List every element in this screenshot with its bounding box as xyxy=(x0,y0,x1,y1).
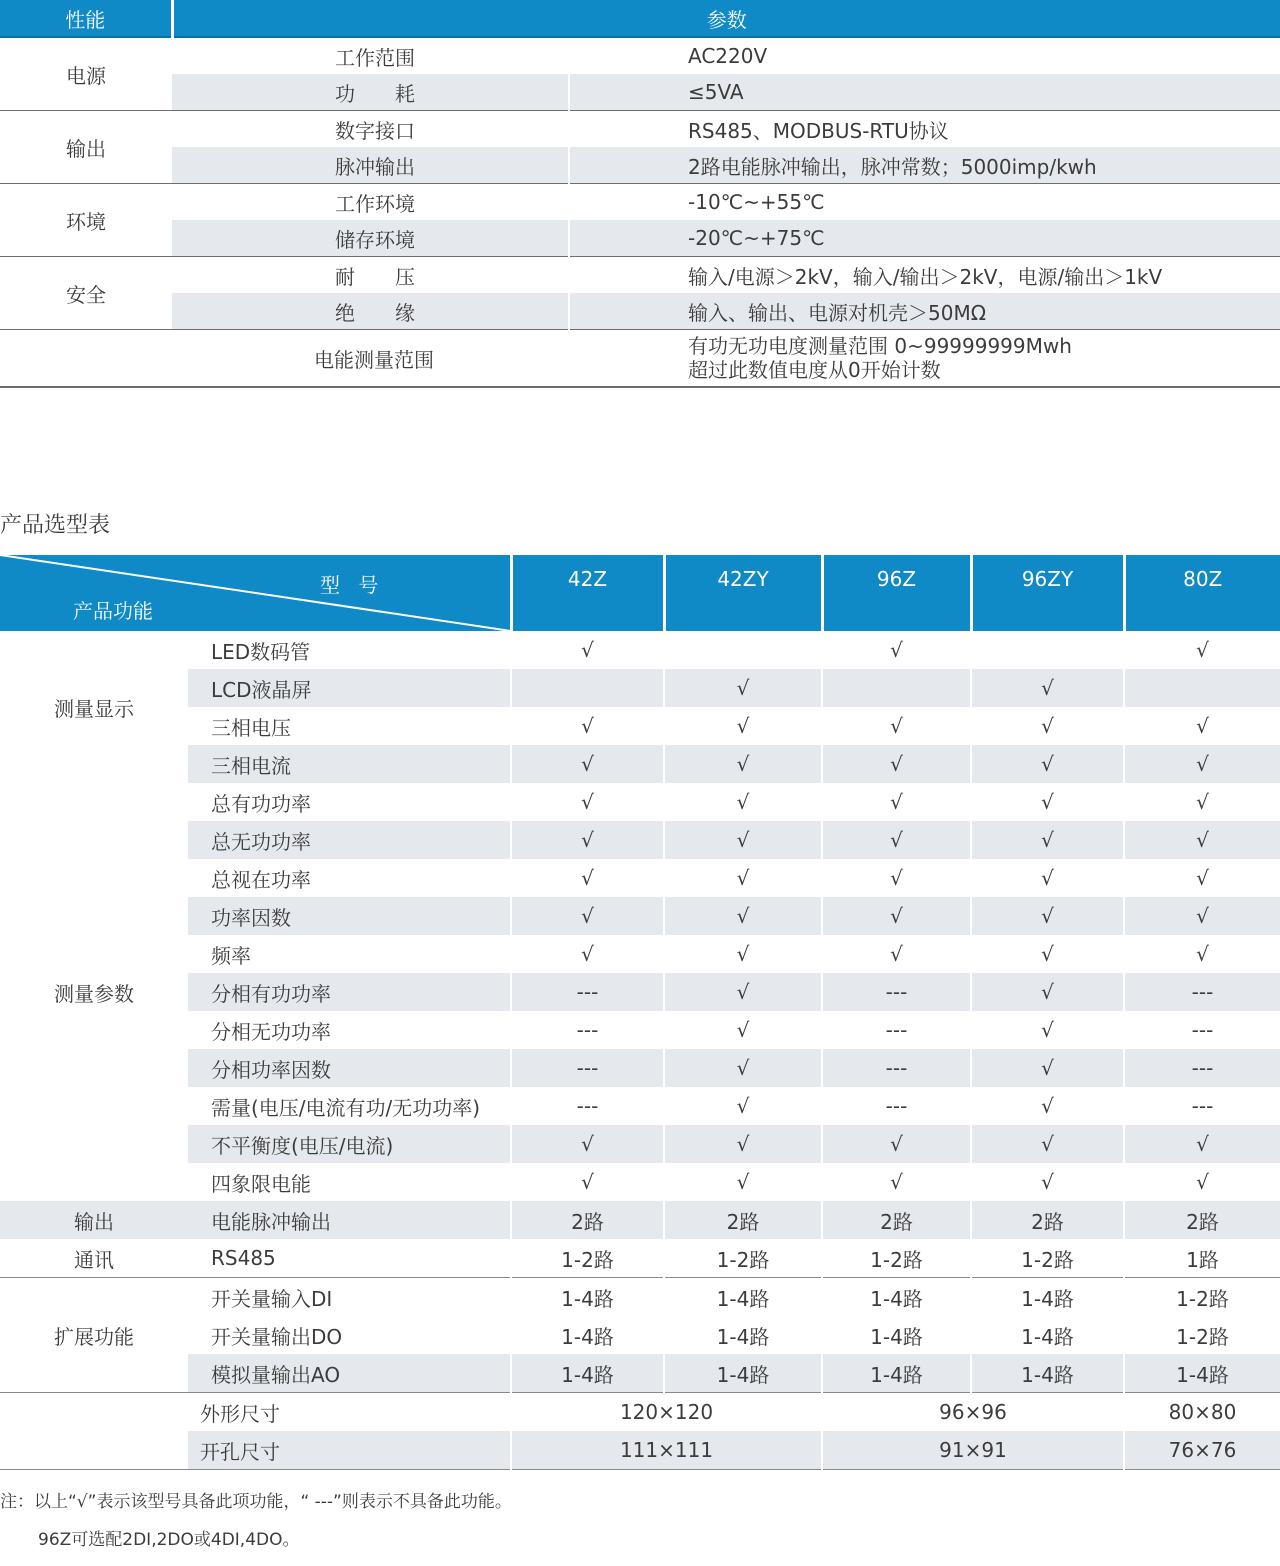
feature-cell: 2路 xyxy=(822,1201,971,1239)
spec-value xyxy=(569,330,1280,388)
dimension-label: 外形尺寸 xyxy=(188,1393,511,1432)
spec-group-safety: 安全 xyxy=(0,257,172,330)
spec-item: 脉冲输出 xyxy=(172,147,569,184)
feature-cell xyxy=(822,669,971,707)
spec-table xyxy=(0,0,1280,388)
dimension-value: 96×96 xyxy=(822,1393,1124,1432)
dimension-value: 76×76 xyxy=(1124,1431,1280,1470)
feature-cell: 1-2路 xyxy=(971,1239,1124,1278)
spec-item: 耐 压 xyxy=(335,264,415,289)
feature-cell: 1-4路 xyxy=(971,1316,1124,1354)
selection-corner-header xyxy=(0,555,511,631)
feature-cell: √ xyxy=(1124,859,1280,897)
feature-cell: √ xyxy=(971,859,1124,897)
feature-cell: --- xyxy=(511,1049,664,1087)
dimension-value: 80×80 xyxy=(1124,1393,1280,1432)
table-row xyxy=(0,897,1280,935)
spec-value: -10℃~+55℃ xyxy=(569,184,1280,221)
feature-cell: 1-4路 xyxy=(971,1354,1124,1393)
feature-cell xyxy=(511,669,664,707)
table-row xyxy=(0,859,1280,897)
feature-cell: √ xyxy=(511,745,664,783)
feature-cell: 1-2路 xyxy=(822,1239,971,1278)
spec-item: 功 耗 xyxy=(172,74,569,111)
spec-group-empty xyxy=(0,330,172,388)
feature-label: 功率因数 xyxy=(188,897,511,935)
feature-cell: √ xyxy=(664,745,822,783)
category-ext: 扩展功能 xyxy=(0,1278,188,1393)
feature-cell: 1-4路 xyxy=(1124,1354,1280,1393)
feature-cell: √ xyxy=(1124,631,1280,669)
spec-header-parameters: 参数 xyxy=(172,0,1280,37)
feature-label: 不平衡度(电压/电流) xyxy=(188,1125,511,1163)
feature-label: LED数码管 xyxy=(211,639,311,664)
feature-label: 需量(电压/电流有功/无功功率) xyxy=(211,1095,481,1120)
feature-cell: 1-4路 xyxy=(664,1278,822,1317)
dimension-value: 111×111 xyxy=(511,1431,822,1470)
feature-cell: --- xyxy=(511,1087,664,1125)
category-display: 测量显示 xyxy=(0,631,188,783)
spec-item: 工作环境 xyxy=(335,191,415,216)
feature-cell: --- xyxy=(511,973,664,1011)
feature-cell: √ xyxy=(1124,935,1280,973)
feature-cell: √ xyxy=(664,821,822,859)
feature-cell: 1路 xyxy=(1124,1239,1280,1278)
feature-cell: 2路 xyxy=(511,1201,664,1239)
spec-value: ≤5VA xyxy=(569,74,1280,111)
feature-cell: √ xyxy=(971,973,1124,1011)
feature-cell: √ xyxy=(971,669,1124,707)
feature-cell: 1-2路 xyxy=(1124,1316,1280,1354)
table-row xyxy=(0,1087,1280,1125)
table-row xyxy=(0,1316,1280,1354)
feature-cell: √ xyxy=(664,783,822,821)
dimension-row xyxy=(0,1431,1280,1470)
feature-label: 开关量输入DI xyxy=(188,1278,511,1317)
dimension-row xyxy=(0,1393,1280,1432)
feature-label: 总无功功率 xyxy=(188,821,511,859)
feature-cell: --- xyxy=(1124,1049,1280,1087)
spec-row xyxy=(0,220,1280,257)
table-row xyxy=(0,1354,1280,1393)
table-row xyxy=(0,1049,1280,1087)
table-row xyxy=(0,1163,1280,1201)
spec-value: AC220V xyxy=(569,37,1280,74)
feature-cell: 1-4路 xyxy=(971,1278,1124,1317)
feature-cell: 2路 xyxy=(1124,1201,1280,1239)
feature-cell: √ xyxy=(822,859,971,897)
spec-group-output: 输出 xyxy=(0,111,172,184)
feature-cell: 1-4路 xyxy=(822,1354,971,1393)
model-header: 42Z xyxy=(511,555,664,631)
category-params: 测量参数 xyxy=(0,783,188,1201)
feature-cell: √ xyxy=(1124,707,1280,745)
note-line-2: 96Z可选配2DI,2DO或4DI,4DO。 xyxy=(38,1530,300,1550)
table-row xyxy=(0,973,1280,1011)
feature-cell: 1-4路 xyxy=(511,1354,664,1393)
feature-cell: √ xyxy=(1124,783,1280,821)
feature-label: 四象限电能 xyxy=(211,1171,311,1196)
feature-cell: √ xyxy=(971,745,1124,783)
spec-item: 电能测量范围 xyxy=(172,330,569,388)
table-row xyxy=(0,1125,1280,1163)
feature-cell xyxy=(664,631,822,669)
spec-item: 工作范围 xyxy=(335,45,415,70)
feature-cell: 1-4路 xyxy=(664,1354,822,1393)
table-row xyxy=(0,783,1280,821)
feature-label: 分相有功功率 xyxy=(188,973,511,1011)
spec-value: -20℃~+75℃ xyxy=(569,220,1280,257)
feature-cell: √ xyxy=(971,935,1124,973)
feature-cell: √ xyxy=(664,897,822,935)
notes xyxy=(0,1490,512,1566)
feature-label: 分相无功功率 xyxy=(211,1019,331,1044)
feature-cell: √ xyxy=(971,1125,1124,1163)
energy-range-line1: 有功无功电度测量范围 0~99999999Mwh xyxy=(688,334,1072,358)
feature-cell: √ xyxy=(822,897,971,935)
feature-cell: --- xyxy=(822,1011,971,1049)
feature-cell: √ xyxy=(664,669,822,707)
feature-cell: --- xyxy=(822,1049,971,1087)
corner-label-model: 型 号 xyxy=(320,573,385,597)
table-row xyxy=(0,669,1280,707)
feature-cell: √ xyxy=(664,1011,822,1049)
feature-cell: 1-4路 xyxy=(511,1278,664,1317)
spec-row xyxy=(0,111,1280,148)
feature-cell: √ xyxy=(511,783,664,821)
feature-cell xyxy=(1124,669,1280,707)
table-row xyxy=(0,935,1280,973)
feature-cell: 1-4路 xyxy=(664,1316,822,1354)
feature-cell: 1-2路 xyxy=(664,1239,822,1278)
feature-cell: √ xyxy=(664,935,822,973)
selection-header-row xyxy=(0,555,1280,631)
feature-cell: √ xyxy=(664,1049,822,1087)
dimension-value: 120×120 xyxy=(511,1393,822,1432)
feature-cell: --- xyxy=(511,1011,664,1049)
feature-cell: √ xyxy=(511,707,664,745)
feature-cell: √ xyxy=(822,1125,971,1163)
model-header: 80Z xyxy=(1124,555,1280,631)
feature-cell: √ xyxy=(971,1049,1124,1087)
category-output: 输出 xyxy=(0,1201,188,1239)
spec-group-power: 电源 xyxy=(0,37,172,111)
feature-cell: √ xyxy=(822,935,971,973)
feature-cell: √ xyxy=(822,821,971,859)
spec-item: 数字接口 xyxy=(335,118,415,143)
feature-cell: √ xyxy=(822,783,971,821)
feature-cell: √ xyxy=(1124,821,1280,859)
table-row xyxy=(0,1011,1280,1049)
energy-range-line2: 超过此数值电度从0开始计数 xyxy=(688,358,941,382)
feature-cell: 2路 xyxy=(664,1201,822,1239)
feature-cell: √ xyxy=(511,859,664,897)
spec-value: 输入/电源＞2kV，输入/输出＞2kV，电源/输出＞1kV xyxy=(569,257,1280,294)
feature-cell: √ xyxy=(511,631,664,669)
feature-cell: 1-2路 xyxy=(511,1239,664,1278)
feature-cell: 1-4路 xyxy=(511,1316,664,1354)
feature-cell: 1-2路 xyxy=(1124,1278,1280,1317)
feature-cell: √ xyxy=(971,821,1124,859)
feature-cell: √ xyxy=(971,707,1124,745)
spec-row xyxy=(0,257,1280,294)
feature-cell: √ xyxy=(664,707,822,745)
feature-label: 频率 xyxy=(211,943,251,968)
feature-cell: 1-4路 xyxy=(822,1278,971,1317)
dimension-value: 91×91 xyxy=(822,1431,1124,1470)
spec-value: RS485、MODBUS-RTU协议 xyxy=(569,111,1280,148)
feature-cell: √ xyxy=(822,745,971,783)
feature-cell: √ xyxy=(971,1011,1124,1049)
feature-cell: --- xyxy=(822,973,971,1011)
feature-cell: √ xyxy=(511,897,664,935)
feature-cell: --- xyxy=(1124,1011,1280,1049)
feature-cell: √ xyxy=(971,783,1124,821)
feature-label: 电能脉冲输出 xyxy=(188,1201,511,1239)
spec-row xyxy=(0,184,1280,221)
feature-label: 三相电压 xyxy=(211,715,291,740)
feature-cell: √ xyxy=(971,1087,1124,1125)
table-row xyxy=(0,707,1280,745)
feature-cell: √ xyxy=(511,935,664,973)
feature-cell: √ xyxy=(971,897,1124,935)
feature-cell: √ xyxy=(1124,1163,1280,1201)
feature-cell: √ xyxy=(822,1163,971,1201)
feature-cell: √ xyxy=(511,1163,664,1201)
dimension-label: 开孔尺寸 xyxy=(188,1431,511,1470)
feature-cell: √ xyxy=(664,1163,822,1201)
feature-cell: √ xyxy=(971,1163,1124,1201)
feature-cell: √ xyxy=(1124,745,1280,783)
feature-label: 分相功率因数 xyxy=(188,1049,511,1087)
spec-item: 绝 缘 xyxy=(172,293,569,330)
dimension-blank xyxy=(0,1431,188,1470)
selection-table xyxy=(0,555,1280,1470)
model-header: 96ZY xyxy=(971,555,1124,631)
feature-cell: √ xyxy=(664,859,822,897)
feature-cell: √ xyxy=(511,1125,664,1163)
selection-table-title: 产品选型表 xyxy=(0,513,111,538)
feature-label: RS485 xyxy=(211,1246,276,1270)
feature-label: 三相电流 xyxy=(188,745,511,783)
feature-label: LCD液晶屏 xyxy=(188,669,511,707)
spec-header-performance: 性能 xyxy=(0,0,172,37)
spec-value: 输入、输出、电源对机壳＞50MΩ xyxy=(569,293,1280,330)
feature-label: 总视在功率 xyxy=(211,867,311,892)
feature-cell: √ xyxy=(664,973,822,1011)
spec-row xyxy=(0,37,1280,74)
feature-cell: √ xyxy=(511,821,664,859)
feature-cell: 1-4路 xyxy=(822,1316,971,1354)
feature-label: 开关量输出DO xyxy=(211,1324,343,1349)
spec-row xyxy=(0,74,1280,111)
corner-label-function: 产品功能 xyxy=(73,599,153,623)
table-row xyxy=(0,821,1280,859)
feature-cell: √ xyxy=(664,1125,822,1163)
feature-cell: √ xyxy=(664,1087,822,1125)
feature-cell: √ xyxy=(822,707,971,745)
feature-cell: --- xyxy=(822,1087,971,1125)
note-line-1: 注：以上“√”表示该型号具备此项功能，“ ---”则表示不具备此功能。 xyxy=(0,1492,512,1512)
feature-cell: √ xyxy=(1124,897,1280,935)
spec-row xyxy=(0,147,1280,184)
feature-cell: √ xyxy=(1124,1125,1280,1163)
feature-label: 模拟量输出AO xyxy=(188,1354,511,1393)
feature-cell: √ xyxy=(822,631,971,669)
feature-cell: --- xyxy=(1124,1087,1280,1125)
category-comm: 通讯 xyxy=(0,1239,188,1278)
spec-row-energy-range xyxy=(0,330,1280,388)
table-row xyxy=(0,1239,1280,1278)
feature-cell: --- xyxy=(1124,973,1280,1011)
model-header: 42ZY xyxy=(664,555,822,631)
spec-item: 储存环境 xyxy=(172,220,569,257)
spec-row xyxy=(0,293,1280,330)
model-header: 96Z xyxy=(822,555,971,631)
spec-value: 2路电能脉冲输出，脉冲常数；5000imp/kwh xyxy=(569,147,1280,184)
feature-label: 总有功功率 xyxy=(211,791,311,816)
table-row xyxy=(0,1201,1280,1239)
dimension-blank xyxy=(0,1393,188,1432)
feature-cell: 2路 xyxy=(971,1201,1124,1239)
table-row xyxy=(0,745,1280,783)
table-row xyxy=(0,1278,1280,1317)
feature-cell xyxy=(971,631,1124,669)
spec-header-row xyxy=(0,0,1280,37)
table-row xyxy=(0,631,1280,669)
spec-group-environment: 环境 xyxy=(0,184,172,257)
